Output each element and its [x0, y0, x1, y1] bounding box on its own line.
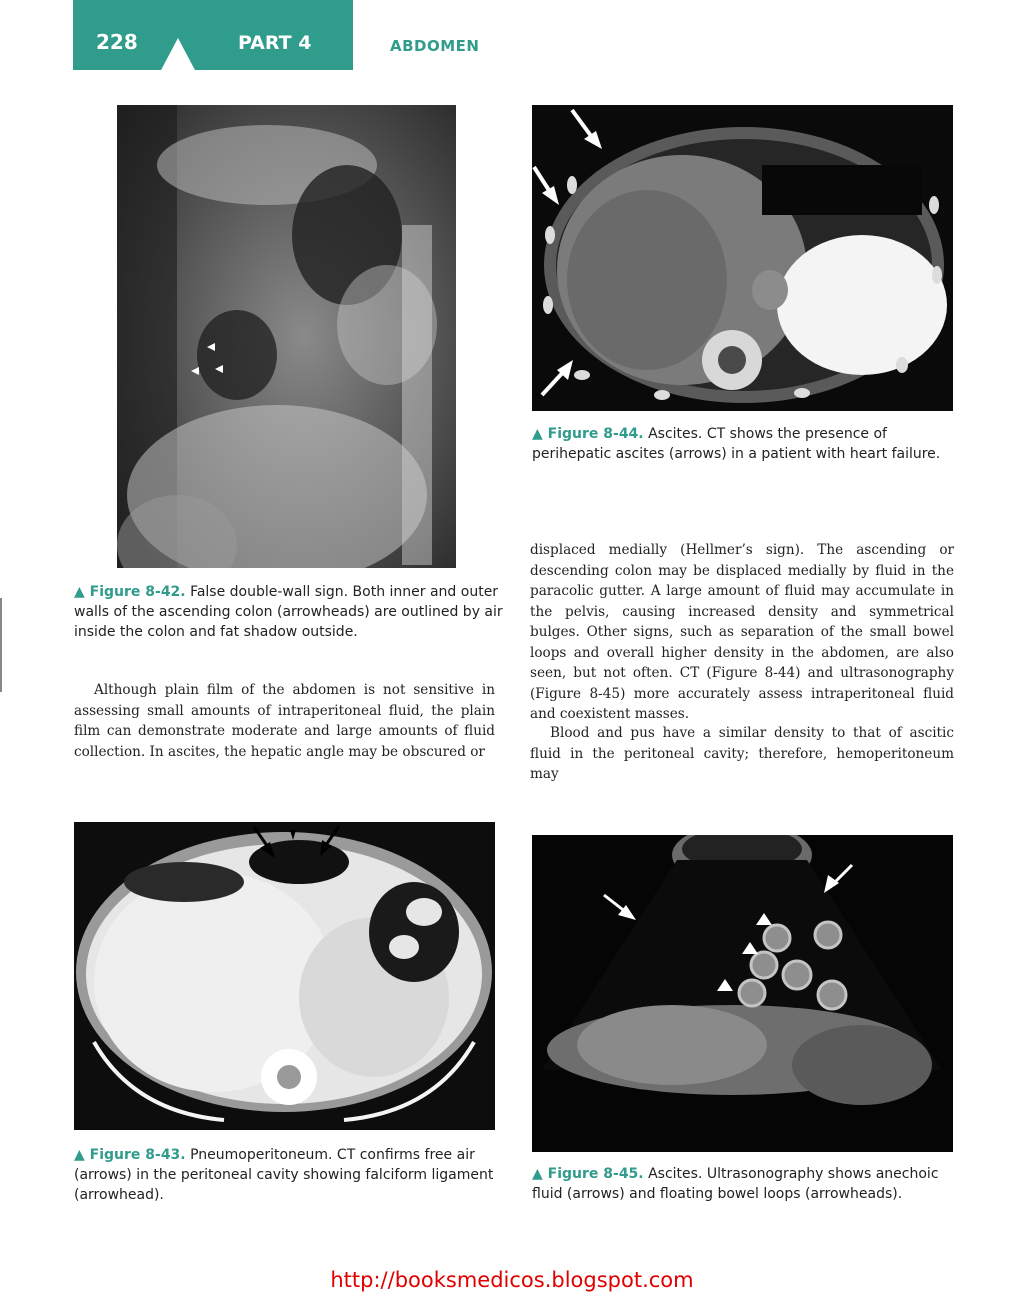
section-label: ABDOMEN — [390, 37, 480, 55]
header-notch — [160, 38, 196, 72]
figure-8-42-caption — [74, 582, 506, 642]
figure-8-45-label: ▲ Figure 8-45. — [532, 1166, 644, 1182]
figure-8-44-ct-image — [532, 105, 953, 411]
figure-8-43-caption-text: Pneumoperitoneum. CT confirms free air (arrows) in the peritoneal cavity showing falciform ligament (arrowhead). — [74, 1147, 494, 1203]
part-label: PART 4 — [238, 32, 312, 54]
body-paragraph-right-2: Blood and pus have a similar density to that of ascitic fluid in the peritoneal cavity; therefore, hemoperitoneum may — [530, 725, 954, 782]
figure-8-44-caption-text: Ascites. CT shows the presence of perihepatic ascites (arrows) in a patient with heart failure. — [532, 426, 941, 462]
figure-8-43-ct-image — [74, 822, 495, 1130]
footer-url-link[interactable]: http://booksmedicos.blogspot.com — [330, 1268, 694, 1292]
page-edge-mark — [0, 598, 2, 692]
body-paragraph-left: Although plain film of the abdomen is not sensitive in assessing small amounts of intraperitoneal fluid, the plain film can demonstrate moderate and large amounts of fluid collection. In ascites, the hepatic angle may be obscured or — [74, 682, 495, 760]
figure-8-42-caption-text: False double-wall sign. Both inner and outer walls of the ascending colon (arrowheads) are outlined by air inside the colon and fat shadow outside. — [74, 584, 503, 640]
figure-8-43-label: ▲ Figure 8-43. — [74, 1147, 186, 1163]
figure-8-42-xray-image — [117, 105, 456, 568]
figure-8-42-label: ▲ Figure 8-42. — [74, 584, 186, 600]
figure-8-45-caption — [532, 1164, 954, 1204]
page-number: 228 — [96, 30, 138, 54]
figure-8-45-caption-text: Ascites. Ultrasonography shows anechoic fluid (arrows) and floating bowel loops (arrowheads). — [532, 1166, 939, 1202]
figure-8-44-label: ▲ Figure 8-44. — [532, 426, 644, 442]
figure-8-45-ultrasound-image — [532, 835, 953, 1152]
figure-8-44-caption — [532, 424, 954, 464]
figure-8-43-caption — [74, 1145, 496, 1205]
body-paragraph-right-1: displaced medially (Hellmer’s sign). The ascending or descending colon may be displaced medially by fluid in the paracolic gutter. A large amount of fluid may accumulate in the pelvis, causing increased density and symmetrical bulges. Other signs, such as separation of the small bowel loops and overall higher density in the abdomen, are also seen, but not often. CT (Figure 8-44) and ultrasonography (Figure 8-45) more accurately assess intraperitoneal fluid and coexistent masses. — [530, 542, 954, 722]
